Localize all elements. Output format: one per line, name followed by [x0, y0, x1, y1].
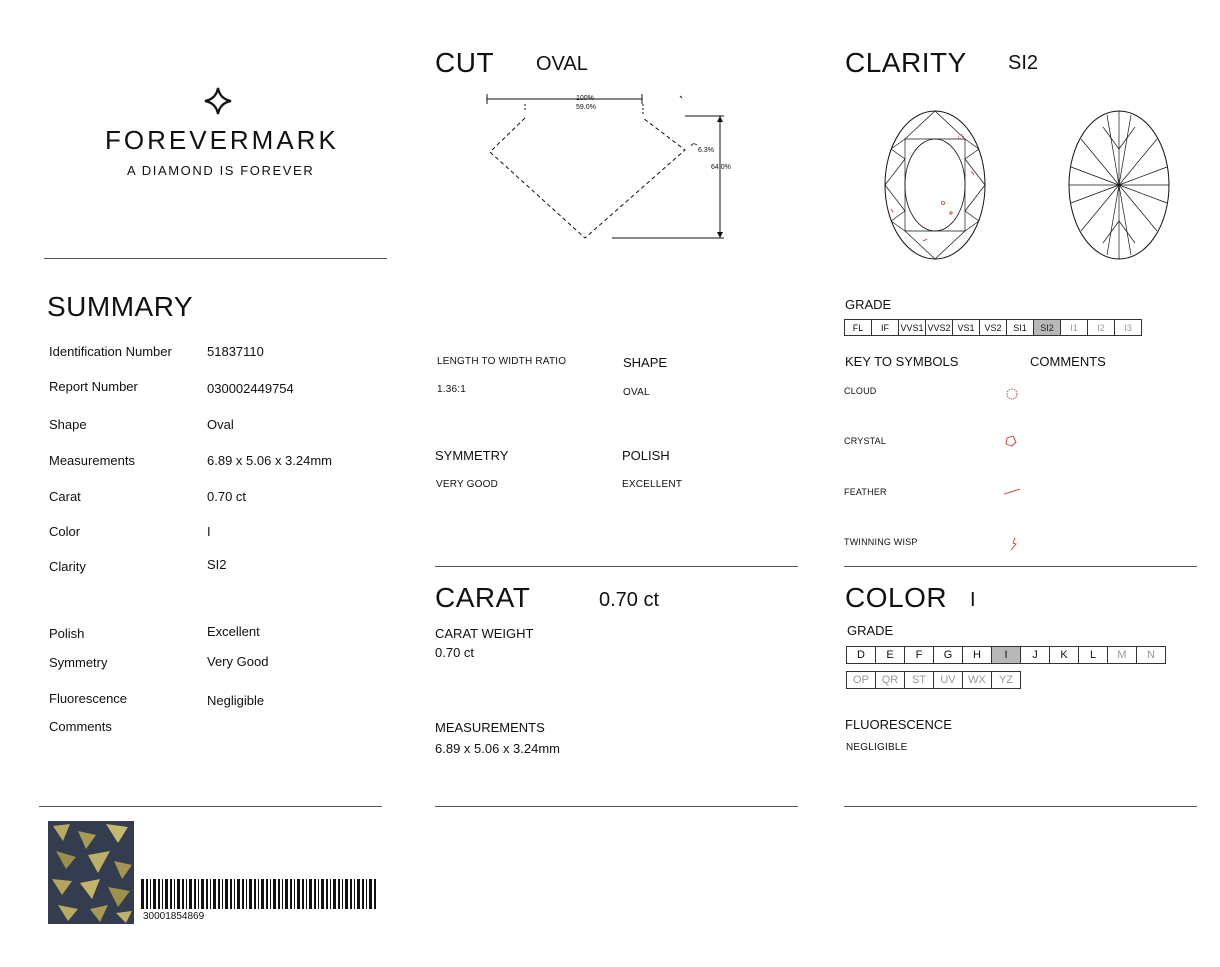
barcode-bar — [318, 879, 319, 909]
grade-cell: H — [962, 646, 992, 664]
barcode-bar — [266, 879, 268, 909]
shape-value: OVAL — [623, 387, 650, 398]
carat-weight-label: CARAT WEIGHT — [435, 626, 534, 641]
summary-label: Report Number — [49, 379, 138, 394]
ratio-value: 1.36:1 — [437, 384, 467, 395]
summary-value: I — [207, 524, 211, 539]
cut-title: CUT — [435, 47, 495, 78]
grade-cell: UV — [933, 671, 963, 689]
grade-cell: VVS2 — [925, 319, 953, 336]
feather-symbol-icon — [1003, 488, 1021, 496]
summary-label: Shape — [49, 417, 87, 432]
barcode-bar — [338, 879, 340, 909]
barcode-bar — [249, 879, 252, 909]
barcode-bar — [258, 879, 259, 909]
barcode-bar — [294, 879, 295, 909]
barcode-bar — [326, 879, 328, 909]
comments-label: COMMENTS — [1030, 354, 1106, 369]
barcode-bar — [162, 879, 163, 909]
barcode-bar — [374, 879, 376, 909]
grade-cell: IF — [871, 319, 899, 336]
brand-name: FOREVERMARK — [105, 125, 339, 155]
barcode-bar — [146, 879, 148, 909]
barcode-bar — [350, 879, 352, 909]
summary-label: Carat — [49, 489, 81, 504]
diamond-icon — [204, 87, 232, 115]
clarity-grade-label: GRADE — [845, 297, 892, 312]
measurements-label: MEASUREMENTS — [435, 720, 545, 735]
barcode-bar — [270, 879, 271, 909]
grade-cell: SI1 — [1006, 319, 1034, 336]
barcode-bar — [306, 879, 307, 909]
summary-label: Measurements — [49, 453, 135, 468]
clarity-plot-crown — [883, 109, 987, 261]
barcode — [141, 879, 379, 909]
barcode-bar — [333, 879, 336, 909]
cut-depth-pct: 64.0% — [711, 164, 731, 171]
grade-cell: N — [1136, 646, 1166, 664]
carat-weight-value: 0.70 ct — [435, 645, 475, 660]
symbol-label-crystal: CRYSTAL — [844, 436, 887, 446]
barcode-bar — [254, 879, 256, 909]
barcode-bar — [182, 879, 184, 909]
symbol-label-twinning-wisp: TWINNING WISP — [844, 537, 918, 547]
barcode-bar — [230, 879, 232, 909]
barcode-bar — [314, 879, 316, 909]
divider — [844, 806, 1197, 807]
barcode-bar — [282, 879, 283, 909]
clarity-grade-scale — [845, 319, 1142, 336]
barcode-bar — [369, 879, 372, 909]
grade-cell: D — [846, 646, 876, 664]
cut-table-pct: 100% — [576, 95, 594, 102]
diamond-image — [48, 821, 134, 924]
barcode-bar — [153, 879, 156, 909]
barcode-bar — [366, 879, 367, 909]
barcode-bar — [194, 879, 196, 909]
divider — [435, 566, 798, 567]
summary-label: Color — [49, 524, 81, 539]
divider — [39, 806, 382, 807]
barcode-bar — [150, 879, 151, 909]
cut-profile-diagram — [480, 90, 740, 245]
summary-value: 030002449754 — [207, 381, 294, 396]
fluorescence-label: FLUORESCENCE — [845, 717, 952, 732]
barcode-bar — [285, 879, 288, 909]
summary-value: Oval — [207, 417, 234, 432]
summary-value: Very Good — [207, 654, 269, 669]
barcode-bar — [261, 879, 264, 909]
summary-value: 0.70 ct — [207, 489, 247, 504]
clarity-plot-pavilion — [1067, 109, 1171, 261]
symmetry-label: SYMMETRY — [435, 448, 509, 463]
cloud-symbol-icon — [1005, 388, 1019, 400]
barcode-bar — [342, 879, 343, 909]
barcode-bar — [206, 879, 208, 909]
color-grade-scale-primary — [847, 646, 1166, 664]
barcode-bar — [237, 879, 240, 909]
key-to-symbols-label: KEY TO SYMBOLS — [845, 354, 959, 369]
barcode-bar — [218, 879, 220, 909]
symmetry-value: VERY GOOD — [436, 479, 499, 490]
barcode-bar — [354, 879, 355, 909]
brand-tagline: A DIAMOND IS FOREVER — [127, 163, 315, 178]
grade-cell: VS1 — [952, 319, 980, 336]
barcode-bar — [246, 879, 247, 909]
summary-value: 6.89 x 5.06 x 3.24mm — [207, 453, 333, 468]
divider — [44, 258, 387, 259]
barcode-bar — [189, 879, 192, 909]
barcode-bar — [234, 879, 235, 909]
barcode-bar — [309, 879, 312, 909]
barcode-bar — [213, 879, 216, 909]
summary-label: Symmetry — [49, 655, 108, 670]
barcode-bar — [357, 879, 360, 909]
barcode-bar — [278, 879, 280, 909]
grade-cell: I2 — [1087, 319, 1115, 336]
grade-cell: SI2 — [1033, 319, 1061, 336]
barcode-bar — [198, 879, 199, 909]
barcode-bar — [345, 879, 348, 909]
barcode-bar — [321, 879, 324, 909]
crystal-symbol-icon — [1004, 434, 1018, 448]
carat-value: 0.70 ct — [599, 589, 660, 611]
symbol-label-feather: FEATHER — [844, 487, 887, 497]
color-title: COLOR — [845, 582, 948, 613]
barcode-bar — [362, 879, 364, 909]
twinning-wisp-symbol-icon — [1007, 537, 1019, 551]
fluorescence-value: NEGLIGIBLE — [846, 742, 908, 753]
barcode-bar — [225, 879, 228, 909]
barcode-bar — [222, 879, 223, 909]
grade-cell: I1 — [1060, 319, 1088, 336]
summary-value: 51837110 — [207, 344, 264, 359]
grade-cell: VS2 — [979, 319, 1007, 336]
summary-value: Negligible — [207, 693, 265, 708]
measurements-value: 6.89 x 5.06 x 3.24mm — [435, 741, 561, 756]
ratio-label: LENGTH TO WIDTH RATIO — [437, 356, 567, 367]
grade-cell: K — [1049, 646, 1079, 664]
summary-label: Polish — [49, 626, 85, 641]
polish-label: POLISH — [622, 448, 670, 463]
barcode-bar — [242, 879, 244, 909]
barcode-bar — [141, 879, 144, 909]
grade-cell: F — [904, 646, 934, 664]
polish-value: EXCELLENT — [622, 479, 683, 490]
color-grade-scale-secondary — [847, 671, 1021, 689]
barcode-bar — [210, 879, 211, 909]
summary-label: Comments — [49, 719, 112, 734]
summary-title: SUMMARY — [47, 291, 194, 322]
barcode-bar — [158, 879, 160, 909]
carat-title: CARAT — [435, 582, 531, 613]
grade-cell: M — [1107, 646, 1137, 664]
barcode-bar — [302, 879, 304, 909]
grade-cell: E — [875, 646, 905, 664]
grade-cell: WX — [962, 671, 992, 689]
color-value: I — [970, 589, 976, 611]
grade-cell: FL — [844, 319, 872, 336]
cut-table-val: 59.0% — [576, 104, 596, 111]
barcode-bar — [290, 879, 292, 909]
barcode-bar — [174, 879, 175, 909]
summary-value: Excellent — [207, 624, 260, 639]
summary-label: Fluorescence — [49, 691, 128, 706]
summary-label: Clarity — [49, 559, 86, 574]
barcode-bar — [177, 879, 180, 909]
grade-cell: I3 — [1114, 319, 1142, 336]
cut-shape: OVAL — [536, 53, 588, 75]
cut-crown-pct: 6.3% — [698, 147, 714, 154]
barcode-bar — [165, 879, 168, 909]
barcode-bar — [201, 879, 204, 909]
grade-cell: I — [991, 646, 1021, 664]
symbol-label-cloud: CLOUD — [844, 386, 877, 396]
barcode-bar — [170, 879, 172, 909]
grade-cell: ST — [904, 671, 934, 689]
grade-cell: QR — [875, 671, 905, 689]
divider — [844, 566, 1197, 567]
grade-cell: YZ — [991, 671, 1021, 689]
grade-cell: L — [1078, 646, 1108, 664]
barcode-bar — [273, 879, 276, 909]
barcode-number: 30001854869 — [143, 911, 205, 922]
barcode-bar — [297, 879, 300, 909]
grade-cell: G — [933, 646, 963, 664]
divider — [435, 806, 798, 807]
color-grade-label: GRADE — [847, 623, 894, 638]
grade-cell: J — [1020, 646, 1050, 664]
clarity-value: SI2 — [1008, 52, 1039, 74]
summary-label: Identification Number — [49, 344, 172, 359]
shape-label: SHAPE — [623, 355, 668, 370]
barcode-bar — [186, 879, 187, 909]
grade-cell: VVS1 — [898, 319, 926, 336]
grade-cell: OP — [846, 671, 876, 689]
clarity-title: CLARITY — [845, 47, 967, 78]
summary-value: SI2 — [207, 557, 227, 572]
barcode-bar — [330, 879, 331, 909]
